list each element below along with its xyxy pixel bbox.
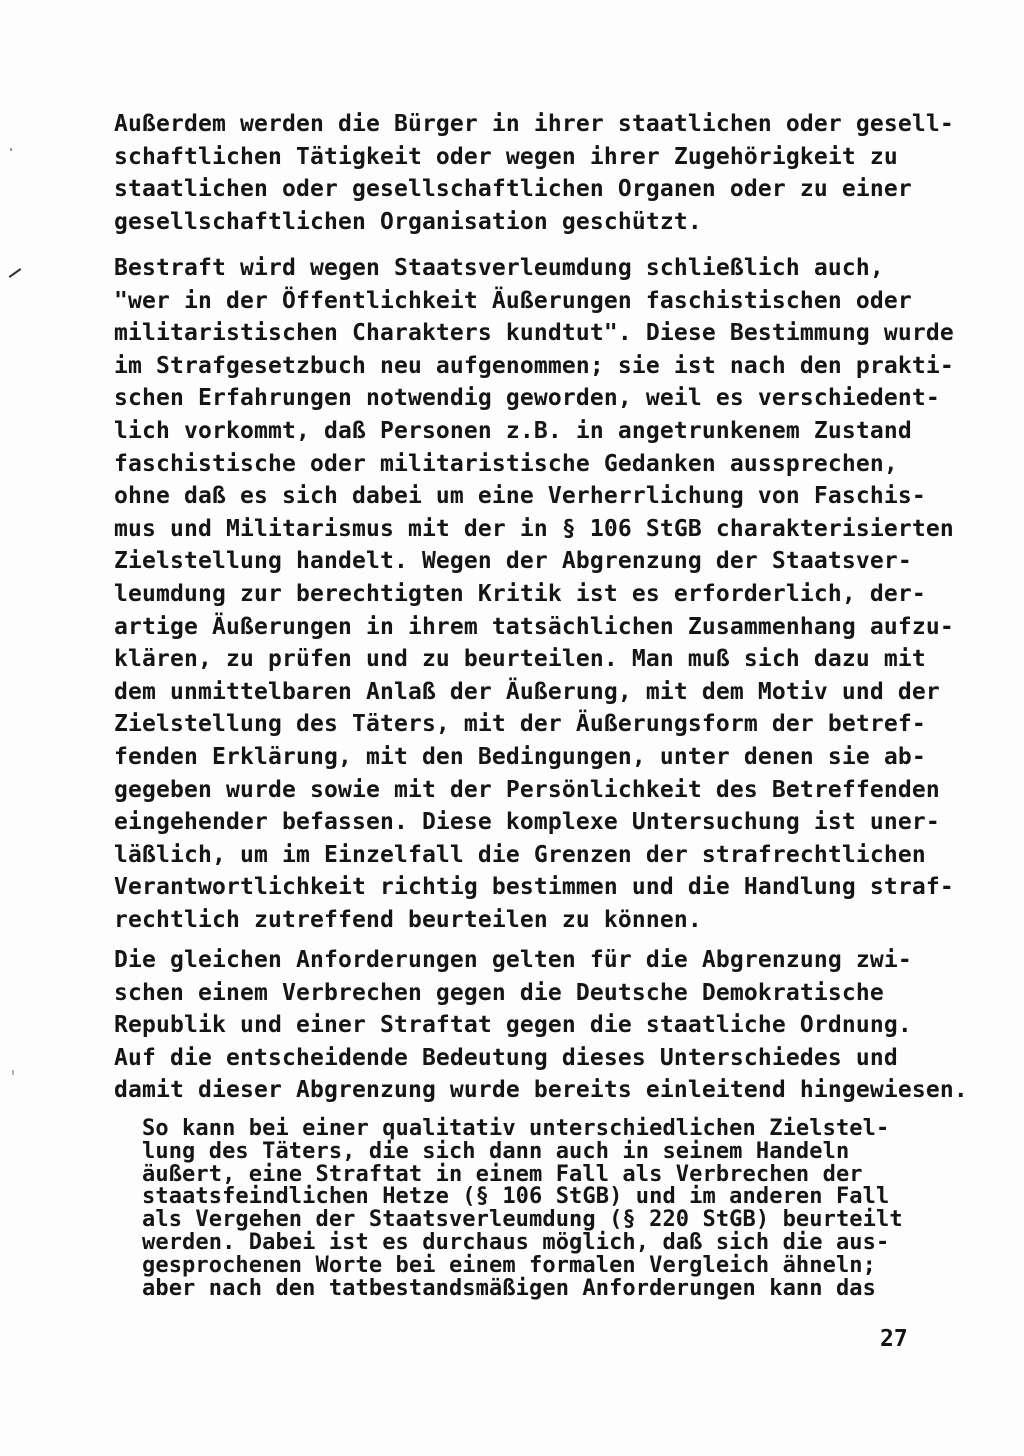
- text-line: werden. Dabei ist es durchaus möglich, daß sich die aus-: [142, 1229, 890, 1255]
- text-line: "wer in der Öffentlichkeit Äußerungen faschistischen oder: [114, 287, 912, 314]
- text-line: rechtlich zutreffend beurteilen zu können.: [114, 906, 702, 933]
- text-line: gesellschaftlichen Organisation geschützt.: [114, 208, 702, 235]
- page-number: 27: [880, 1326, 908, 1352]
- text-line: Die gleichen Anforderungen gelten für die Abgrenzung zwi-: [114, 947, 912, 973]
- text-line: Zielstellung handelt. Wegen der Abgrenzung der Staatsver-: [114, 548, 912, 575]
- text-line: mus und Militarismus mit der in § 106 StGB charakterisierten: [114, 515, 954, 542]
- text-line: gegeben wurde sowie mit der Persönlichkeit des Betreffenden: [114, 776, 940, 803]
- text-line: klären, zu prüfen und zu beurteilen. Man muß sich dazu mit: [114, 646, 926, 673]
- margin-pencil-mark: [9, 268, 22, 278]
- text-line: damit dieser Abgrenzung wurde bereits einleitend hingewiesen.: [114, 1077, 968, 1104]
- text-line: lich vorkommt, daß Personen z.B. in angetrunkenem Zustand: [114, 417, 912, 444]
- paragraph-staatsverleumdung: [114, 252, 954, 936]
- text-line: Republik und einer Straftat gegen die staatliche Ordnung.: [114, 1012, 912, 1039]
- text-line: schaftlichen Tätigkeit oder wegen ihrer Zugehörigkeit zu: [114, 143, 898, 170]
- indented-example-block: [142, 1118, 903, 1300]
- text-line: fenden Erklärung, mit den Bedingungen, unter denen sie ab-: [114, 743, 926, 770]
- text-line: Bestraft wird wegen Staatsverleumdung schließlich auch,: [114, 255, 884, 281]
- text-line: gesprochenen Worte bei einem formalen Vergleich ähneln;: [142, 1252, 876, 1278]
- text-line: im Strafgesetzbuch neu aufgenommen; sie ist nach den prakti-: [114, 352, 954, 379]
- text-line: artige Äußerungen in ihrem tatsächlichen Zusammenhang aufzu-: [114, 613, 954, 640]
- margin-speck: [12, 1070, 14, 1075]
- text-line: militaristischen Charakters kundtut". Diese Bestimmung wurde: [114, 320, 954, 347]
- text-line: läßlich, um im Einzelfall die Grenzen der strafrechtlichen: [114, 841, 926, 868]
- text-line: dem unmittelbaren Anlaß der Äußerung, mit dem Motiv und der: [114, 678, 940, 705]
- margin-speck: [10, 148, 12, 151]
- text-line: leumdung zur berechtigten Kritik ist es erforderlich, der-: [114, 580, 926, 607]
- text-line: als Vergehen der Staatsverleumdung (§ 220 StGB) beurteilt: [142, 1207, 903, 1233]
- text-line: faschistische oder militaristische Gedanken aussprechen,: [114, 450, 898, 477]
- paragraph-abgrenzung: [114, 944, 968, 1107]
- text-line: ohne daß es sich dabei um eine Verherrlichung von Faschis-: [114, 483, 926, 510]
- text-line: Auf die entscheidende Bedeutung dieses Unterschiedes und: [114, 1044, 898, 1071]
- text-line: staatlichen oder gesellschaftlichen Organen oder zu einer: [114, 176, 912, 203]
- text-line: äußert, eine Straftat in einem Fall als Verbrechen der: [142, 1161, 863, 1187]
- text-line: schen einem Verbrechen gegen die Deutsche Demokratische: [114, 979, 884, 1006]
- text-line: Zielstellung des Täters, mit der Äußerungsform der betref-: [114, 711, 926, 738]
- text-line: aber nach den tatbestandsmäßigen Anforderungen kann das: [142, 1275, 876, 1301]
- text-line: Verantwortlichkeit richtig bestimmen und die Handlung straf-: [114, 874, 954, 901]
- text-line: eingehender befassen. Diese komplexe Untersuchung ist uner-: [114, 809, 940, 836]
- text-line: staatsfeindlichen Hetze (§ 106 StGB) und im anderen Fall: [142, 1184, 890, 1210]
- text-line: So kann bei einer qualitativ unterschiedlichen Zielstel-: [142, 1116, 890, 1141]
- paragraph-protection-of-citizens: [114, 108, 954, 238]
- text-line: lung des Täters, die sich dann auch in seinem Handeln: [142, 1138, 850, 1164]
- text-line: Außerdem werden die Bürger in ihrer staatlichen oder gesell-: [114, 111, 954, 137]
- text-line: schen Erfahrungen notwendig geworden, weil es verschiedent-: [114, 385, 940, 412]
